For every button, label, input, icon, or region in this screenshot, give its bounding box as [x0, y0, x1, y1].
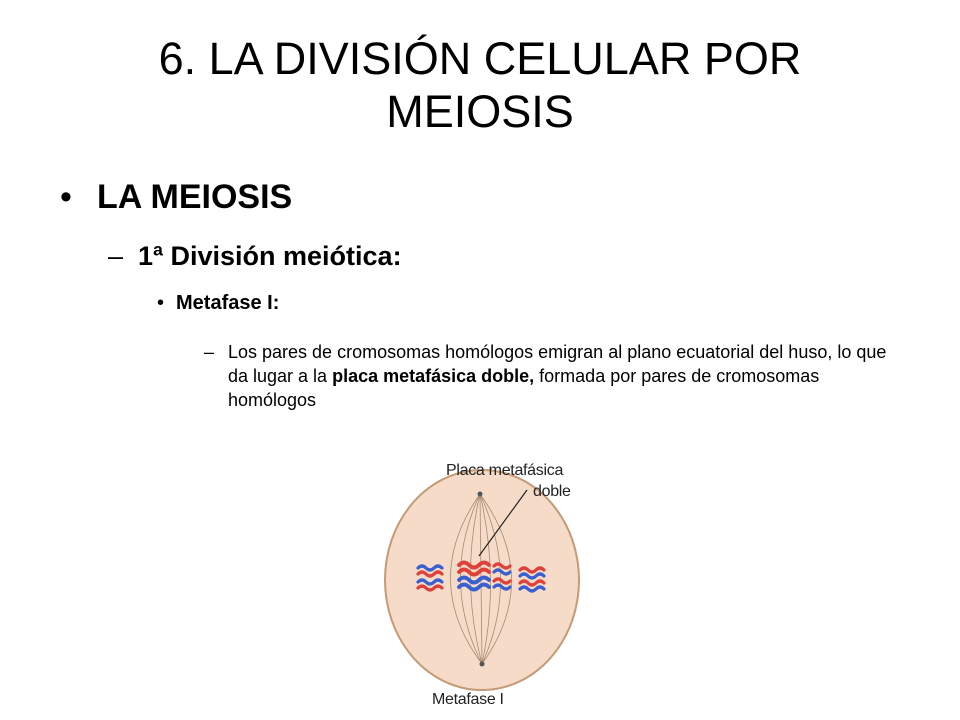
title-line-2: MEIOSIS	[386, 86, 574, 137]
bullet-level-1	[60, 178, 292, 217]
cell-illustration	[370, 452, 620, 720]
bullet-level-4	[204, 340, 904, 412]
bullet-metafase-text: Metafase I:	[176, 292, 280, 314]
bullet-marker: •	[157, 292, 165, 314]
body-text-part-1: Los pares de cromosomas homólogos emigran al plano ecuatorial del huso, lo que da lugar a la	[228, 342, 887, 386]
dash-marker: –	[108, 241, 124, 271]
bullet-division-text: 1ª División meiótica:	[138, 241, 402, 271]
label-placa-metafasica: Placa metafásica	[446, 462, 564, 479]
slide-title	[40, 32, 920, 138]
bullet-meiosis-text: LA MEIOSIS	[97, 178, 293, 216]
body-text-part-2: formada por pares de cromosomas homólogos	[228, 366, 820, 410]
body-text-bold: placa metafásica doble,	[332, 366, 535, 386]
dash-marker: –	[204, 342, 215, 362]
label-metafase-i: Metafase I	[432, 691, 504, 708]
bullet-level-3	[157, 292, 279, 315]
spindle-pole-bottom	[480, 662, 485, 667]
bullet-level-2	[108, 241, 402, 272]
bullet-marker: •	[60, 178, 72, 216]
title-line-1: 6. LA DIVISIÓN CELULAR POR	[158, 33, 802, 84]
metaphase-diagram	[370, 452, 620, 720]
label-doble: doble	[533, 483, 571, 500]
body-paragraph	[228, 340, 904, 412]
spindle-pole-top	[478, 492, 483, 497]
